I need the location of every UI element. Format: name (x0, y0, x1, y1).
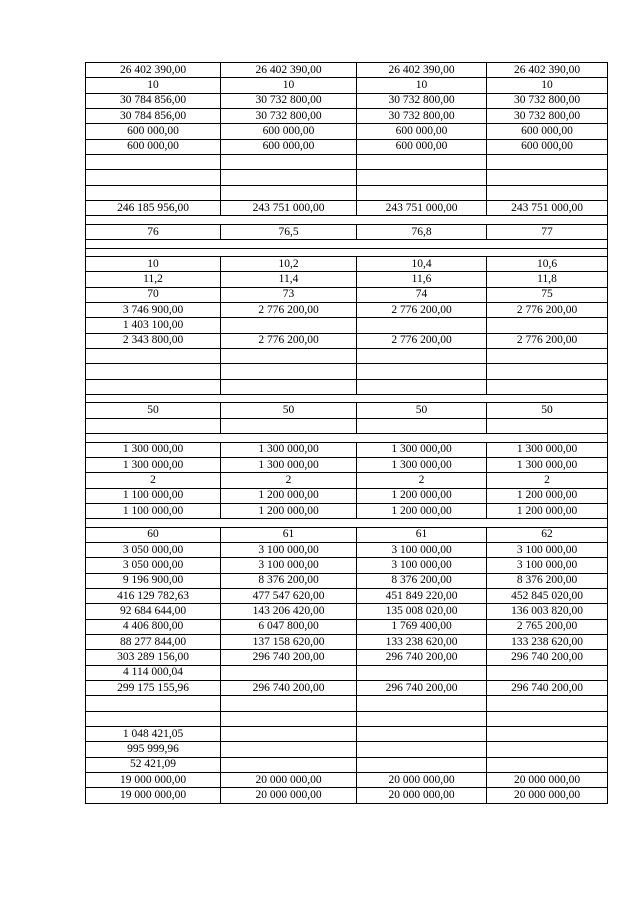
table-cell (357, 349, 487, 364)
table-cell: 296 740 200,00 (221, 681, 357, 696)
table-cell: 50 (487, 403, 608, 418)
table-cell (487, 665, 608, 680)
table-cell: 11,8 (487, 272, 608, 287)
table-cell: 600 000,00 (487, 139, 608, 154)
table-cell (221, 349, 357, 364)
table-cell (487, 711, 608, 726)
table-cell: 133 238 620,00 (487, 635, 608, 650)
table-row (86, 364, 608, 379)
table-row (86, 379, 608, 394)
table-cell: 75 (487, 287, 608, 302)
table-cell (221, 665, 357, 680)
table-cell: 76,5 (221, 224, 357, 239)
table-row (86, 333, 608, 348)
table-cell: 9 196 900,00 (86, 573, 221, 588)
table-cell (221, 318, 357, 333)
table-cell: 30 784 856,00 (86, 93, 221, 108)
table-row (86, 604, 608, 619)
table-cell: 1 300 000,00 (221, 442, 357, 457)
table-row (86, 318, 608, 333)
table-cell: 50 (221, 403, 357, 418)
table-cell: 3 100 000,00 (357, 542, 487, 557)
table-cell: 2 (221, 473, 357, 488)
table-merged-cell (86, 519, 608, 527)
table-cell: 1 100 000,00 (86, 503, 221, 518)
table-cell (357, 318, 487, 333)
table-cell (357, 155, 487, 170)
table-cell: 2 (86, 473, 221, 488)
table-cell: 1 200 000,00 (487, 503, 608, 518)
table-cell: 10 (357, 78, 487, 93)
table-cell: 1 769 400,00 (357, 619, 487, 634)
table-cell: 61 (357, 527, 487, 542)
table-cell: 296 740 200,00 (487, 681, 608, 696)
table-row (86, 573, 608, 588)
table-cell (357, 696, 487, 711)
table-row (86, 418, 608, 433)
table-cell: 3 746 900,00 (86, 302, 221, 317)
table-cell: 8 376 200,00 (357, 573, 487, 588)
table-cell: 1 403 100,00 (86, 318, 221, 333)
table-row (86, 155, 608, 170)
table-cell: 30 732 800,00 (487, 109, 608, 124)
table-cell: 20 000 000,00 (221, 773, 357, 788)
table-row (86, 93, 608, 108)
table-cell: 296 740 200,00 (357, 650, 487, 665)
table-cell: 20 000 000,00 (357, 773, 487, 788)
budget-table-fragment (85, 62, 607, 804)
table-row (86, 139, 608, 154)
table-cell: 8 376 200,00 (221, 573, 357, 588)
table-cell: 600 000,00 (86, 139, 221, 154)
table-cell (357, 742, 487, 757)
table-cell: 136 003 820,00 (487, 604, 608, 619)
table-cell: 3 050 000,00 (86, 542, 221, 557)
table-merged-cell (86, 216, 608, 224)
table-row (86, 488, 608, 503)
table-cell (357, 418, 487, 433)
table-cell: 452 845 020,00 (487, 589, 608, 604)
table-cell: 3 100 000,00 (487, 542, 608, 557)
table-cell: 243 751 000,00 (221, 201, 357, 216)
table-cell: 1 100 000,00 (86, 488, 221, 503)
table-cell (357, 170, 487, 185)
table-cell (86, 170, 221, 185)
table-cell: 76 (86, 224, 221, 239)
table-cell: 477 547 620,00 (221, 589, 357, 604)
table-row (86, 403, 608, 418)
table-cell (487, 349, 608, 364)
table-row (86, 742, 608, 757)
table-cell (357, 379, 487, 394)
table-cell: 2 (487, 473, 608, 488)
table-row (86, 442, 608, 457)
table-row (86, 457, 608, 472)
table-cell: 20 000 000,00 (487, 788, 608, 803)
table-row (86, 287, 608, 302)
table-row (86, 558, 608, 573)
table-cell: 26 402 390,00 (487, 63, 608, 78)
table-cell: 30 732 800,00 (357, 109, 487, 124)
table-cell: 10 (86, 256, 221, 271)
table-row (86, 272, 608, 287)
table-cell (86, 364, 221, 379)
table-cell: 296 740 200,00 (221, 650, 357, 665)
table-cell (86, 418, 221, 433)
table-cell: 246 185 956,00 (86, 201, 221, 216)
table-cell (86, 711, 221, 726)
table-cell: 2 765 200,00 (487, 619, 608, 634)
table-cell: 1 300 000,00 (487, 457, 608, 472)
table-cell (221, 742, 357, 757)
table-row (86, 201, 608, 216)
table-row (86, 224, 608, 239)
table-cell: 296 740 200,00 (357, 681, 487, 696)
table-cell: 1 200 000,00 (221, 503, 357, 518)
table-cell: 137 158 620,00 (221, 635, 357, 650)
table-cell: 416 129 782,63 (86, 589, 221, 604)
table-row (86, 635, 608, 650)
table-spacer-row (86, 519, 608, 527)
table-cell (357, 665, 487, 680)
table-cell: 26 402 390,00 (221, 63, 357, 78)
table-row (86, 503, 608, 518)
table-row (86, 109, 608, 124)
table-cell: 1 300 000,00 (86, 442, 221, 457)
table-cell: 600 000,00 (86, 124, 221, 139)
table-cell: 50 (357, 403, 487, 418)
table-spacer-row (86, 395, 608, 403)
table-cell: 50 (86, 403, 221, 418)
table-cell: 76,8 (357, 224, 487, 239)
table-cell: 30 732 800,00 (221, 93, 357, 108)
table-cell: 70 (86, 287, 221, 302)
table-cell (86, 696, 221, 711)
table-row (86, 681, 608, 696)
table-cell: 30 732 800,00 (487, 93, 608, 108)
table-row (86, 542, 608, 557)
table-cell: 2 776 200,00 (487, 333, 608, 348)
table-cell: 135 008 020,00 (357, 604, 487, 619)
table-cell (86, 155, 221, 170)
table-cell: 30 732 800,00 (221, 109, 357, 124)
table-row (86, 302, 608, 317)
table-cell (357, 711, 487, 726)
table-cell (221, 711, 357, 726)
table-cell: 62 (487, 527, 608, 542)
table-row (86, 665, 608, 680)
table-cell: 10 (221, 78, 357, 93)
table-cell: 20 000 000,00 (221, 788, 357, 803)
table-cell (487, 742, 608, 757)
table-cell: 600 000,00 (487, 124, 608, 139)
table-cell (487, 185, 608, 200)
table-cell: 77 (487, 224, 608, 239)
table-cell: 1 300 000,00 (221, 457, 357, 472)
table-cell: 60 (86, 527, 221, 542)
table-cell: 10 (86, 78, 221, 93)
table-cell: 4 114 000,04 (86, 665, 221, 680)
table-row (86, 727, 608, 742)
table-cell (487, 696, 608, 711)
table-row (86, 256, 608, 271)
table-cell: 2 343 800,00 (86, 333, 221, 348)
table-cell: 92 684 644,00 (86, 604, 221, 619)
table-cell: 143 206 420,00 (221, 604, 357, 619)
table-cell: 11,6 (357, 272, 487, 287)
table-cell (86, 185, 221, 200)
table-cell: 10 (487, 78, 608, 93)
table-cell (221, 170, 357, 185)
table-spacer-row (86, 248, 608, 256)
table-cell (86, 379, 221, 394)
table-cell: 30 732 800,00 (357, 93, 487, 108)
table-cell: 26 402 390,00 (357, 63, 487, 78)
table-row (86, 124, 608, 139)
table-row (86, 78, 608, 93)
table-cell (487, 418, 608, 433)
table-cell: 6 047 800,00 (221, 619, 357, 634)
table-cell: 1 200 000,00 (357, 488, 487, 503)
table-cell: 1 300 000,00 (86, 457, 221, 472)
table-row (86, 527, 608, 542)
table-cell: 73 (221, 287, 357, 302)
table-row (86, 473, 608, 488)
table-cell: 296 740 200,00 (487, 650, 608, 665)
table-cell (487, 727, 608, 742)
table-cell: 88 277 844,00 (86, 635, 221, 650)
table-cell: 303 289 156,00 (86, 650, 221, 665)
table-cell (221, 696, 357, 711)
table-cell: 1 300 000,00 (357, 442, 487, 457)
table-row (86, 589, 608, 604)
table-cell: 600 000,00 (357, 139, 487, 154)
table-cell (487, 155, 608, 170)
table-merged-cell (86, 434, 608, 442)
table-cell (357, 185, 487, 200)
table-cell: 600 000,00 (221, 139, 357, 154)
table-cell: 995 999,96 (86, 742, 221, 757)
table-cell: 30 784 856,00 (86, 109, 221, 124)
table-cell: 3 100 000,00 (221, 558, 357, 573)
table-row (86, 185, 608, 200)
table-cell: 451 849 220,00 (357, 589, 487, 604)
table-cell (86, 349, 221, 364)
table-cell: 2 776 200,00 (357, 333, 487, 348)
table-cell: 10,2 (221, 256, 357, 271)
table-cell: 52 421,09 (86, 757, 221, 772)
table-merged-cell (86, 395, 608, 403)
table-cell: 61 (221, 527, 357, 542)
table-row (86, 63, 608, 78)
data-table (85, 62, 608, 804)
table-cell: 8 376 200,00 (487, 573, 608, 588)
table-cell: 3 100 000,00 (487, 558, 608, 573)
table-cell: 26 402 390,00 (86, 63, 221, 78)
table-cell: 1 300 000,00 (357, 457, 487, 472)
table-cell (221, 379, 357, 394)
table-cell: 1 200 000,00 (357, 503, 487, 518)
table-cell: 1 200 000,00 (221, 488, 357, 503)
table-row (86, 788, 608, 803)
table-cell: 3 100 000,00 (221, 542, 357, 557)
table-cell (487, 379, 608, 394)
table-spacer-row (86, 240, 608, 248)
table-cell: 600 000,00 (221, 124, 357, 139)
table-cell (357, 727, 487, 742)
table-cell (487, 318, 608, 333)
table-cell (487, 170, 608, 185)
table-cell: 3 050 000,00 (86, 558, 221, 573)
table-cell: 11,2 (86, 272, 221, 287)
table-cell: 11,4 (221, 272, 357, 287)
table-cell: 1 300 000,00 (487, 442, 608, 457)
table-cell: 74 (357, 287, 487, 302)
table-cell (221, 155, 357, 170)
table-cell: 2 776 200,00 (487, 302, 608, 317)
table-cell: 10,6 (487, 256, 608, 271)
table-spacer-row (86, 434, 608, 442)
table-cell (487, 364, 608, 379)
table-row (86, 696, 608, 711)
table-cell: 299 175 155,96 (86, 681, 221, 696)
table-cell: 3 100 000,00 (357, 558, 487, 573)
table-row (86, 170, 608, 185)
table-row (86, 711, 608, 726)
table-merged-cell (86, 240, 608, 248)
table-cell: 133 238 620,00 (357, 635, 487, 650)
table-cell: 19 000 000,00 (86, 773, 221, 788)
table-cell: 19 000 000,00 (86, 788, 221, 803)
table-cell: 1 048 421,05 (86, 727, 221, 742)
table-cell (221, 364, 357, 379)
table-cell: 2 (357, 473, 487, 488)
table-cell (221, 757, 357, 772)
table-cell (357, 364, 487, 379)
table-merged-cell (86, 248, 608, 256)
table-cell (221, 727, 357, 742)
table-cell (221, 418, 357, 433)
table-cell: 243 751 000,00 (487, 201, 608, 216)
table-row (86, 757, 608, 772)
table-row (86, 773, 608, 788)
table-cell: 243 751 000,00 (357, 201, 487, 216)
table-cell: 600 000,00 (357, 124, 487, 139)
table-row (86, 650, 608, 665)
table-cell: 4 406 800,00 (86, 619, 221, 634)
table-cell: 20 000 000,00 (357, 788, 487, 803)
table-cell: 2 776 200,00 (357, 302, 487, 317)
table-cell: 1 200 000,00 (487, 488, 608, 503)
table-spacer-row (86, 216, 608, 224)
table-cell (357, 757, 487, 772)
table-cell: 10,4 (357, 256, 487, 271)
table-cell: 2 776 200,00 (221, 302, 357, 317)
table-body (86, 63, 608, 804)
table-row (86, 619, 608, 634)
table-cell: 20 000 000,00 (487, 773, 608, 788)
table-row (86, 349, 608, 364)
table-cell (487, 757, 608, 772)
table-cell: 2 776 200,00 (221, 333, 357, 348)
table-cell (221, 185, 357, 200)
